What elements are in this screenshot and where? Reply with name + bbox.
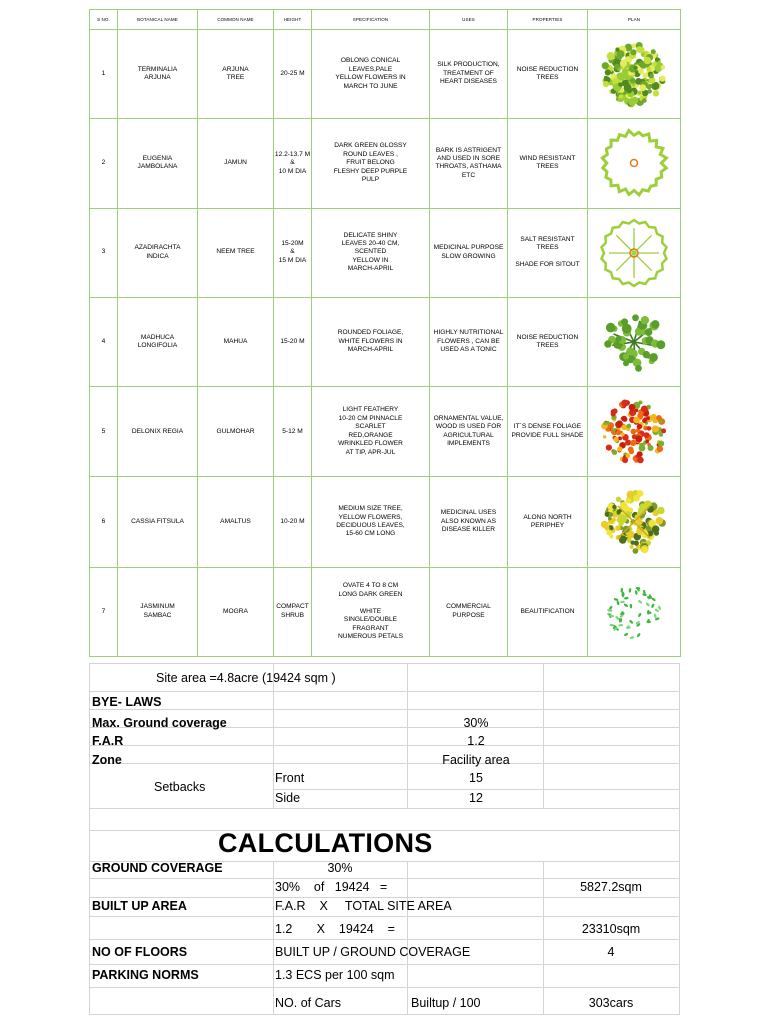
- shrub-plan-sparse-icon: [598, 576, 670, 648]
- ground-coverage-value: 30%: [327, 861, 353, 875]
- built-up-area-label: BUILT UP AREA: [92, 899, 187, 913]
- botanical-name-cell: JASMINUM SAMBAC: [118, 567, 198, 656]
- specification-cell: MEDIUM SIZE TREE, YELLOW FLOWERS, DECIDUOUS LEAVES, 15-60 CM LONG: [312, 477, 430, 567]
- far-value: 1.2: [467, 734, 485, 748]
- plan-cell: [588, 30, 681, 119]
- properties-cell: SALT RESISTANT TREES SHADE FOR SITOUT: [508, 208, 588, 297]
- height-cell: 10-20 M: [274, 477, 312, 567]
- header-properties: PROPERTIES: [508, 10, 588, 30]
- height-cell: 15-20M & 15 M DIA: [274, 208, 312, 297]
- parking-norms-label: PARKING NORMS: [92, 968, 199, 982]
- botanical-name-cell: CASSIA FITSULA: [118, 477, 198, 567]
- height-cell: 15-20 M: [274, 297, 312, 386]
- common-name-cell: NEEM TREE: [198, 208, 274, 297]
- row-sno-cell: 3: [90, 208, 118, 297]
- no-of-floors-result: 4: [607, 945, 615, 959]
- zone-value: Facility area: [442, 753, 510, 767]
- table-header-row: [90, 10, 681, 30]
- row-sno-cell: 5: [90, 387, 118, 477]
- common-name-cell: MAHUA: [198, 297, 274, 386]
- common-name-cell: JAMUN: [198, 119, 274, 208]
- no-of-floors-formula: BUILT UP / GROUND COVERAGE: [275, 945, 471, 959]
- zone-label: Zone: [92, 753, 122, 767]
- height-cell: 20-25 M: [274, 30, 312, 119]
- specification-cell: DARK GREEN GLOSSY ROUND LEAVES , FRUIT BELONG FLESHY DEEP PURPLE PULP: [312, 119, 430, 208]
- front-setback-value: 15: [469, 771, 483, 785]
- no-of-cars-formula: Builtup / 100: [411, 996, 481, 1010]
- table-row: [90, 567, 681, 656]
- table-row: [90, 119, 681, 208]
- tree-plan-green-branch-icon: [598, 306, 670, 378]
- ground-coverage-label: GROUND COVERAGE: [92, 861, 223, 875]
- row-sno-cell: 6: [90, 477, 118, 567]
- header-specification: SPECIFICATION: [312, 10, 430, 30]
- uses-cell: SILK PRODUCTION, TREATMENT OF HEART DISEASES: [430, 30, 508, 119]
- table-row: [90, 387, 681, 477]
- built-up-area-formula: F.A.R X TOTAL SITE AREA: [275, 899, 452, 913]
- tree-plan-radial-icon: [598, 217, 670, 289]
- far-label: F.A.R: [92, 734, 124, 748]
- row-sno-cell: 1: [90, 30, 118, 119]
- common-name-cell: AMALTUS: [198, 477, 274, 567]
- parking-norm-value: 1.3 ECS per 100 sqm: [275, 968, 395, 982]
- row-sno-cell: 4: [90, 297, 118, 386]
- specification-cell: OVATE 4 TO 8 CM LONG DARK GREEN WHITE SINGLE/DOUBLE FRAGRANT NUMEROUS PETALS: [312, 567, 430, 656]
- properties-cell: IT`S DENSE FOLIAGE PROVIDE FULL SHADE: [508, 387, 588, 477]
- properties-cell: BEAUTIFICATION: [508, 567, 588, 656]
- properties-cell: ALONG NORTH PERIPHEY: [508, 477, 588, 567]
- site-area: Site area =4.8acre (19424 sqm ): [156, 671, 336, 685]
- table-row: [90, 208, 681, 297]
- header-plan: PLAN: [588, 10, 681, 30]
- header-uses: USES: [430, 10, 508, 30]
- tree-plan-yellow-green-icon: [598, 38, 670, 110]
- row-sno-cell: 7: [90, 567, 118, 656]
- botanical-name-cell: MADHUCA LONGIFOLIA: [118, 297, 198, 386]
- front-setback-label: Front: [275, 771, 305, 785]
- plan-cell: [588, 387, 681, 477]
- max-ground-coverage-value: 30%: [463, 716, 489, 730]
- uses-cell: COMMERCIAL PURPOSE: [430, 567, 508, 656]
- table-row: [90, 477, 681, 567]
- header-sno: S NO.: [90, 10, 118, 30]
- header-height: HEIGHT: [274, 10, 312, 30]
- properties-cell: NOISE REDUCTION TREES: [508, 297, 588, 386]
- side-setback-value: 12: [469, 791, 483, 805]
- built-up-area-result: 23310sqm: [581, 922, 641, 936]
- plan-cell: [588, 297, 681, 386]
- properties-cell: WIND RESISTANT TREES: [508, 119, 588, 208]
- no-of-cars-label: NO. of Cars: [275, 996, 341, 1010]
- uses-cell: HIGHLY NUTRITIONAL FLOWERS , CAN BE USED AS A TONIC: [430, 297, 508, 386]
- botanical-name-cell: EUGENIA JAMBOLANA: [118, 119, 198, 208]
- height-cell: 5-12 M: [274, 387, 312, 477]
- table-row: [90, 297, 681, 386]
- bye-laws-heading: BYE- LAWS: [92, 695, 162, 709]
- header-botanical-name: BOTANICAL NAME: [118, 10, 198, 30]
- setbacks-label: Setbacks: [154, 780, 206, 794]
- specification-cell: DELICATE SHINY LEAVES 20-40 CM, SCENTED YELLOW IN MARCH-APRIL: [312, 208, 430, 297]
- properties-cell: NOISE REDUCTION TREES: [508, 30, 588, 119]
- ground-coverage-formula: 30% of 19424 =: [275, 880, 388, 894]
- header-common-name: COMMON NAME: [198, 10, 274, 30]
- uses-cell: MEDICINAL USES ALSO KNOWN AS DISEASE KILLER: [430, 477, 508, 567]
- row-sno-cell: 2: [90, 119, 118, 208]
- no-of-floors-label: NO OF FLOORS: [92, 945, 188, 959]
- botanical-name-cell: AZADIRACHTA INDICA: [118, 208, 198, 297]
- uses-cell: BARK IS ASTRIGENT AND USED IN SORE THROATS, ASTHAMA ETC: [430, 119, 508, 208]
- plan-cell: [588, 477, 681, 567]
- specification-cell: OBLONG CONICAL LEAVES,PALE YELLOW FLOWERS IN MARCH TO JUNE: [312, 30, 430, 119]
- no-of-cars-result: 303cars: [588, 996, 634, 1010]
- common-name-cell: GULMOHAR: [198, 387, 274, 477]
- specification-cell: ROUNDED FOLIAGE, WHITE FLOWERS IN MARCH-APRIL: [312, 297, 430, 386]
- common-name-cell: ARJUNA TREE: [198, 30, 274, 119]
- specification-cell: LIGHT FEATHERY 10-20 CM PINNACLE SCARLET RED,ORANGE WRINKLED FLOWER AT TIP, APR-JUL: [312, 387, 430, 477]
- uses-cell: ORNAMENTAL VALUE, WOOD IS USED FOR AGRICULTURAL IMPLEMENTS: [430, 387, 508, 477]
- ground-coverage-result: 5827.2sqm: [580, 880, 642, 894]
- tree-plan-red-flower-icon: [598, 396, 670, 468]
- plan-cell: [588, 567, 681, 656]
- plant-species-table: [89, 9, 681, 657]
- side-setback-label: Side: [275, 791, 301, 805]
- uses-cell: MEDICINAL PURPOSE SLOW GROWING: [430, 208, 508, 297]
- site-calculations-sheet: [89, 663, 680, 1015]
- plan-cell: [588, 119, 681, 208]
- built-up-area-calculation: 1.2 X 19424 =: [275, 922, 395, 936]
- botanical-name-cell: DELONIX REGIA: [118, 387, 198, 477]
- table-row: [90, 30, 681, 119]
- tree-plan-outline-icon: [598, 127, 670, 199]
- height-cell: 12.2-13.7 M & 10 M DIA: [274, 119, 312, 208]
- plan-cell: [588, 208, 681, 297]
- max-ground-coverage-label: Max. Ground coverage: [92, 716, 227, 730]
- common-name-cell: MOGRA: [198, 567, 274, 656]
- tree-plan-yellow-flower-icon: [598, 486, 670, 558]
- calculations-title: CALCULATIONS: [218, 828, 433, 858]
- botanical-name-cell: TERMINALIA ARJUNA: [118, 30, 198, 119]
- height-cell: COMPACT SHRUB: [274, 567, 312, 656]
